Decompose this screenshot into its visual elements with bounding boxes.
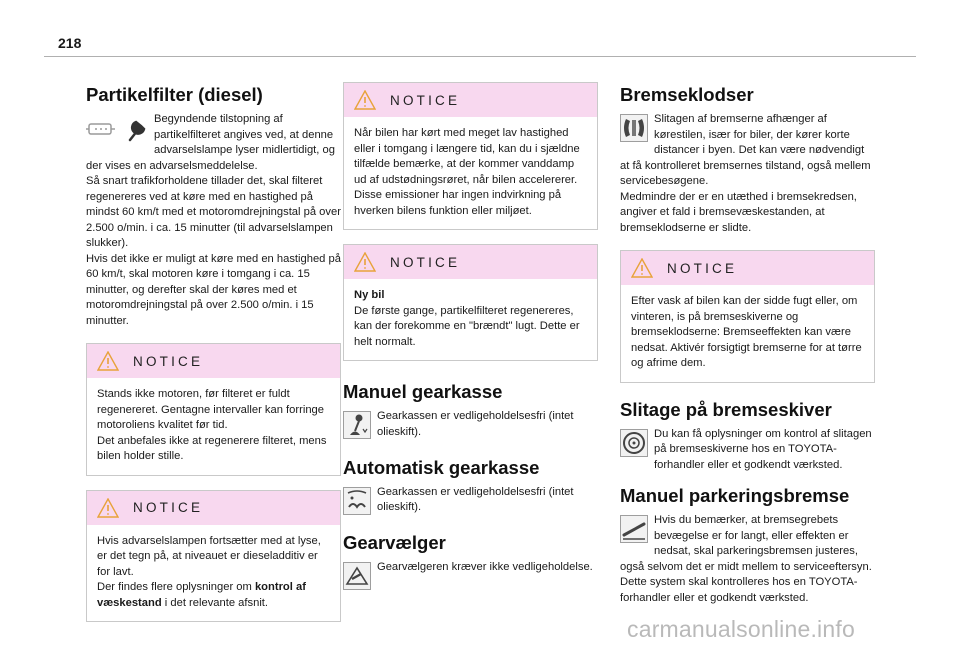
warning-triangle-icon	[631, 258, 653, 278]
brake-discs-section	[620, 399, 875, 474]
automatic-gearbox-section	[343, 457, 598, 523]
manual-gearbox-text: Gearkassen er vedligeholdelsesfri (intet olieskift).	[377, 410, 574, 438]
parking-brake-text: Hvis du bemærker, at bremsegrebets bevægelse er for langt, eller effekten er nedsat, skal parkeringsbremsen justeres, også selvom det er midt mellem to serviceeftersyn. Dette system skal kontrolleres hos en TOYOTA-forhandler eller et godkendt værksted.	[620, 514, 872, 604]
notice-body	[87, 525, 340, 622]
notice-text: Hvis advarselslampen fortsætter med at lyse, er det tegn på, at niveauet er dieseladditiv er for lavt. Der findes flere oplysninger om	[97, 534, 321, 593]
notice-box-stop-engine	[86, 343, 341, 476]
brake-discs-text: Du kan få oplysninger om kontrol af slitagen på bremseskiverne hos en TOYOTA-forhandler eller et godkendt værksted.	[654, 427, 872, 471]
notice-box-brakes-wash	[620, 250, 875, 383]
notice-title: NOTICE	[133, 500, 204, 515]
automatic-gearbox-icon	[343, 487, 371, 521]
automatic-gearbox-heading: Automatisk gearkasse	[343, 456, 540, 478]
notice-title: NOTICE	[133, 353, 204, 369]
notice-subtitle: Ny bil	[354, 289, 385, 301]
notice-body: Stands ikke motoren, før filteret er fuldt regenereret. Gentagne intervaller kan forringe motoroliens kvalitet før tid. Det anbefales ikke at regenerere filteret, mens bilen holder stille.	[97, 388, 327, 462]
parking-brake-heading: Manuel parkeringsbremse	[620, 485, 850, 506]
brake-discs-heading: Slitage på bremseskiver	[620, 398, 832, 420]
filter-warning-icons	[86, 114, 148, 150]
header-rule	[44, 56, 916, 57]
notice-bold-reference: kontrol af væskestand	[97, 581, 306, 609]
brake-disc-icon	[620, 429, 648, 463]
parking-brake-section	[620, 485, 875, 606]
manual-gearbox-body	[343, 409, 598, 440]
notice-title: NOTICE	[667, 260, 738, 276]
page-number: 218	[58, 35, 82, 51]
brake-pads-icon	[620, 114, 648, 148]
gear-selector-section	[343, 532, 598, 598]
notice-text-end: i det relevante afsnit.	[161, 596, 269, 609]
notice-header	[87, 491, 340, 525]
brake-pads-heading: Bremseklodser	[620, 84, 754, 105]
notice-box-new-car	[343, 244, 598, 361]
notice-text: De første gange, partikelfilteret regenereres, kan der forekomme en "brændt" lugt. Dette er helt normalt.	[354, 304, 580, 348]
notice-body: Efter vask af bilen kan der sidde fugt eller, om vinteren, is på bremseskiverne og bremseklodserne: Bremseeffekten kan være nedsat. Aktivér forsigtigt bremserne for at tørre og afrime dem.	[631, 295, 862, 369]
notice-header	[621, 251, 874, 285]
notice-body	[344, 279, 597, 360]
manual-gearbox-heading: Manuel gearkasse	[343, 381, 503, 402]
warning-triangle-icon	[97, 498, 119, 518]
notice-box-additive	[86, 490, 341, 623]
column-3	[620, 84, 875, 606]
brake-pads-text: Slitagen af bremserne afhænger af kørestilen, især for biler, der kører korte distancer i byen. Det kan være nødvendigt at få kontrolleret bremsernes tilstand, også mellem servicebesøgene. Medmindre der er en utæthed i bremsekredsen, angiver et fald i bremsevæskestanden, at bremseklodserne er slidte.	[620, 113, 871, 234]
automatic-gearbox-text: Gearkassen er vedligeholdelsesfri (intet olieskift).	[377, 485, 574, 513]
notice-title: NOTICE	[390, 92, 461, 108]
manual-gearbox-section	[343, 381, 598, 447]
brake-pads-body	[620, 112, 875, 236]
notice-body: Når bilen har kørt med meget lav hastighed eller i tomgang i længere tid, kan du i sjældne tilfælde bemærke, at der kommer vanddamp ud af udstødningsrøret, når bilen accelererer. Disse emissioner har ingen indvirkning på hverken bilens funktion eller miljøet.	[354, 127, 580, 217]
warning-triangle-icon	[354, 252, 376, 272]
notice-header	[87, 344, 340, 378]
brake-discs-body	[620, 427, 875, 474]
warning-triangle-icon	[354, 90, 376, 110]
particle-filter-paragraph: Begyndende tilstopning af partikelfilteret angives ved, at denne advarselslampe lyser midlertidigt, og der vises en advarselsmeddelelse. Så snart trafikforholdene tillader det, skal filteret regenereres ved at køre med en hastighed på mindst 60 km/t med et motoromdrejningstal på over 2.500 o/min. i ca. 15 minutter (til advarselslampen slukker). Hvis det ikke er muligt at køre med en hastighed på 60 km/t, skal motoren køre i tomgang i ca. 15 minutter, og derefter skal der køres med et motoromdrejningstal på over 2.500 o/min. i 15 minutter.	[86, 113, 341, 327]
warning-triangle-icon	[97, 351, 119, 371]
notice-title: NOTICE	[390, 254, 461, 270]
automatic-gearbox-body	[343, 485, 598, 516]
gear-selector-text: Gearvælgeren kræver ikke vedligeholdelse.	[377, 561, 593, 573]
particle-filter-heading: Partikelfilter (diesel)	[86, 84, 263, 105]
particle-filter-text	[86, 112, 341, 329]
gear-selector-icon	[343, 562, 371, 596]
manual-gearbox-icon	[343, 411, 371, 445]
gear-selector-heading: Gearvælger	[343, 532, 446, 553]
notice-header	[344, 245, 597, 279]
parking-brake-lever-icon	[620, 515, 648, 549]
notice-box-water-vapour	[343, 82, 598, 230]
parking-brake-body	[620, 513, 875, 606]
gear-selector-body	[343, 560, 598, 576]
notice-header	[344, 83, 597, 117]
watermark: carmanualsonline.info	[627, 616, 855, 642]
column-2	[343, 82, 598, 598]
particle-filter-icon	[86, 114, 148, 144]
column-1	[86, 84, 341, 622]
